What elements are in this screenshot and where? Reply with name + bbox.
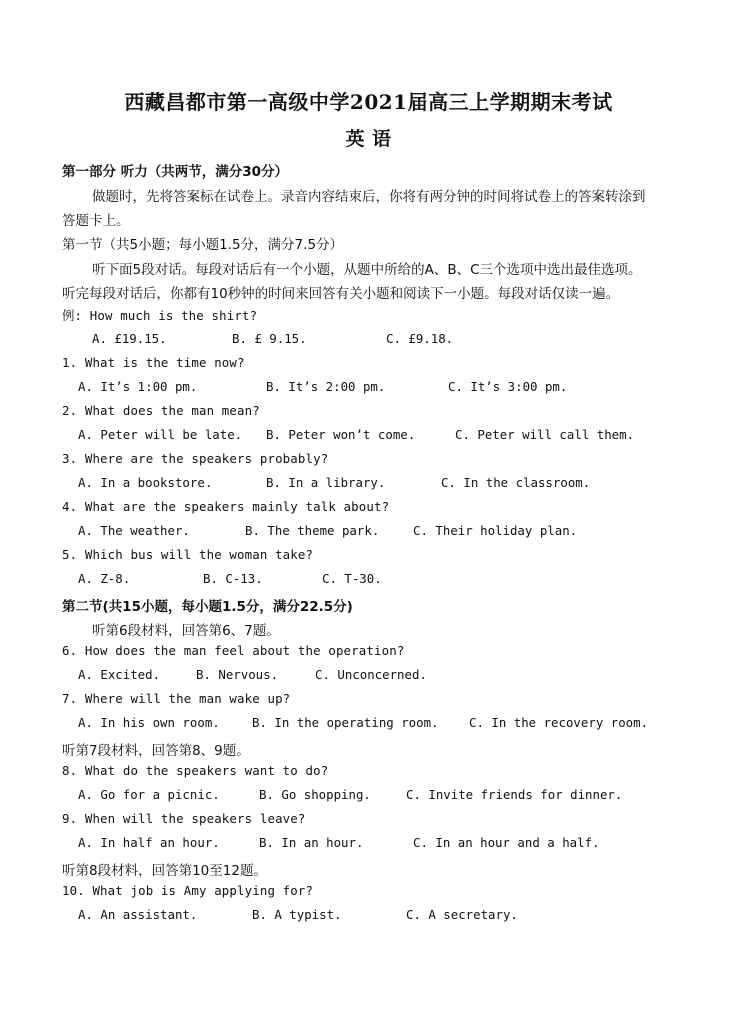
q3-option-c: C. In the classroom. [441,475,591,490]
question-7: 7. Where will the man wake up? [62,691,291,706]
question-2: 2. What does the man mean? [62,403,260,418]
q5-option-a: A. Z-8. [78,571,131,586]
part1-heading: 第一部分 听力（共两节，满分30分） [62,164,288,180]
q10-option-a: A. An assistant. [78,907,198,922]
q1-option-a: A. It’s 1:00 pm. [78,379,198,394]
section2-heading: 第二节(共15小题，每小题1.5分，满分22.5分) [62,599,353,615]
q9-option-c: C. In an hour and a half. [413,835,600,850]
q6-option-c: C. Unconcerned. [315,667,427,682]
q6-option-b: B. Nervous. [196,667,279,682]
section1-instructions-line2: 听完每段对话后，你都有10秒钟的时间来回答有关小题和阅读下一小题。每段对话仅读一遍。 [62,286,620,302]
q7-option-c: C. In the recovery room. [469,715,649,730]
q2-option-c: C. Peter will call them. [455,427,635,442]
q1-option-c: C. It’s 3:00 pm. [448,379,568,394]
material-8-instructions: 听第8段材料，回答第10至12题。 [62,863,267,879]
example-option-c: C. £9.18. [386,331,454,346]
q9-option-a: A. In half an hour. [78,835,220,850]
material-7-instructions: 听第7段材料，回答第8、9题。 [62,743,250,759]
q6-option-a: A. Excited. [78,667,161,682]
part1-instructions-line1: 做题时，先将答案标在试卷上。录音内容结束后，你将有两分钟的时间将试卷上的答案转涂到 [92,189,646,205]
question-8: 8. What do the speakers want to do? [62,763,329,778]
q8-option-c: C. Invite friends for dinner. [406,787,623,802]
question-4: 4. What are the speakers mainly talk about? [62,499,390,514]
question-5: 5. Which bus will the woman take? [62,547,314,562]
exam-title: 西藏昌都市第一高级中学2021届高三上学期期末考试 [124,90,613,114]
q2-option-a: A. Peter will be late. [78,427,243,442]
section1-instructions-line1: 听下面5段对话。每段对话后有一个小题，从题中所给的A、B、C三个选项中选出最佳选项。 [92,262,642,278]
section1-heading: 第一节（共5小题；每小题1.5分，满分7.5分） [62,237,344,253]
q7-option-a: A. In his own room. [78,715,220,730]
question-1: 1. What is the time now? [62,355,245,370]
q4-option-a: A. The weather. [78,523,190,538]
q2-option-b: B. Peter won’t come. [266,427,416,442]
part1-instructions-line2: 答题卡上。 [62,213,130,229]
q7-option-b: B. In the operating room. [252,715,439,730]
example-question: 例: How much is the shirt? [62,308,258,323]
q9-option-b: B. In an hour. [259,835,364,850]
q10-option-b: B. A typist. [252,907,342,922]
material-6-instructions: 听第6段材料，回答第6、7题。 [92,623,280,639]
q8-option-b: B. Go shopping. [259,787,371,802]
subject-title: 英 语 [345,128,392,150]
q3-option-a: A. In a bookstore. [78,475,213,490]
example-option-b: B. £ 9.15. [232,331,307,346]
example-option-a: A. £19.15. [92,331,167,346]
q5-option-c: C. T-30. [322,571,382,586]
question-6: 6. How does the man feel about the operation? [62,643,405,658]
q10-option-c: C. A secretary. [406,907,518,922]
q5-option-b: B. C-13. [203,571,263,586]
q8-option-a: A. Go for a picnic. [78,787,220,802]
q1-option-b: B. It’s 2:00 pm. [266,379,386,394]
q4-option-b: B. The theme park. [245,523,380,538]
question-10: 10. What job is Amy applying for? [62,883,314,898]
q4-option-c: C. Their holiday plan. [413,523,578,538]
question-9: 9. When will the speakers leave? [62,811,306,826]
q3-option-b: B. In a library. [266,475,386,490]
question-3: 3. Where are the speakers probably? [62,451,329,466]
